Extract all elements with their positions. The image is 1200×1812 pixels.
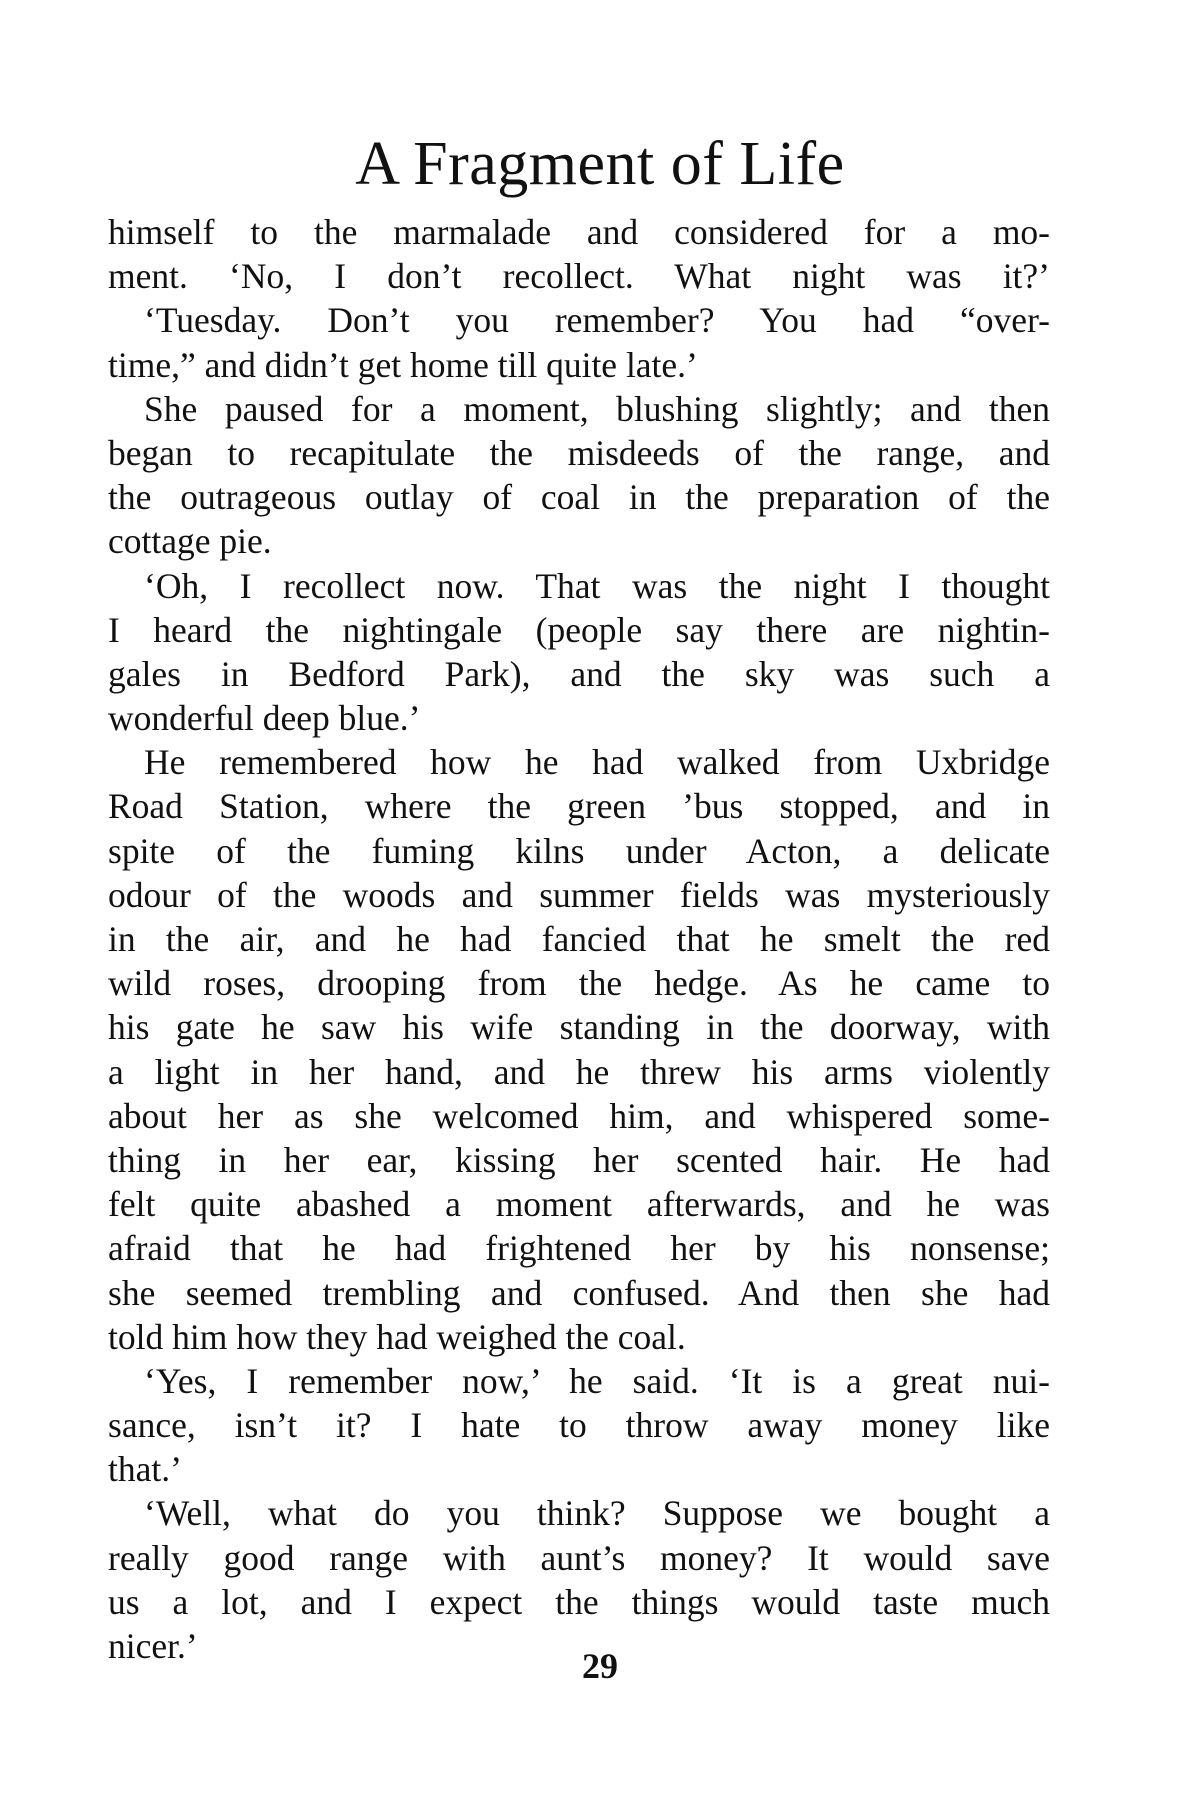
text-line: wonderful deep blue.’ [108, 698, 421, 739]
text-line: ‘Yes, I remember now,’ he said. ‘It is a great nui- [144, 1360, 1050, 1401]
text-line: I heard the nightingale (people say there are nightin- [108, 609, 1050, 650]
text-line: himself to the marmalade and considered for a mo- [108, 212, 1050, 252]
text-line: us a lot, and I expect the things would taste much [108, 1581, 1050, 1622]
text-line: odour of the woods and summer fields was mysteriously [108, 874, 1050, 915]
text-line: the outrageous outlay of coal in the preparation of the [108, 477, 1050, 518]
text-line: told him how they had weighed the coal. [108, 1316, 686, 1357]
text-line: gales in Bedford Park), and the sky was such a [108, 653, 1050, 694]
text-line: his gate he saw his wife standing in the doorway, with [108, 1007, 1050, 1048]
text-line: a light in her hand, and he threw his arms violently [108, 1051, 1050, 1092]
text-line: time,” and didn’t get home till quite late.’ [108, 344, 698, 385]
text-line: spite of the fuming kilns under Acton, a delicate [108, 830, 1050, 871]
text-line: He remembered how he had walked from Uxbridge [144, 742, 1050, 783]
text-line: She paused for a moment, blushing slightly; and then [144, 388, 1050, 429]
running-title: A Fragment of Life [355, 130, 845, 198]
text-line: ment. ‘No, I don’t recollect. What night was it?’ [108, 256, 1050, 297]
text-line: Road Station, where the green ’bus stopped, and in [108, 786, 1050, 827]
text-line: thing in her ear, kissing her scented hair. He had [108, 1139, 1050, 1180]
text-line: really good range with aunt’s money? It would save [108, 1537, 1050, 1578]
text-line: that.’ [108, 1449, 182, 1490]
text-line: cottage pie. [108, 521, 272, 562]
text-line: nicer.’ [108, 1626, 198, 1666]
text-line: ‘Tuesday. Don’t you remember? You had “over- [144, 300, 1050, 341]
text-line: ‘Oh, I recollect now. That was the night I thought [144, 565, 1050, 606]
text-line: began to recapitulate the misdeeds of the range, and [108, 432, 1050, 473]
text-line: afraid that he had frightened her by his nonsense; [108, 1228, 1050, 1269]
page-number: 29 [582, 1646, 618, 1686]
text-line: she seemed trembling and confused. And then she had [108, 1272, 1050, 1313]
body-text [108, 210, 1050, 1668]
text-line: ‘Well, what do you think? Suppose we bought a [144, 1493, 1050, 1534]
text-line: felt quite abashed a moment afterwards, and he was [108, 1184, 1050, 1225]
text-line: wild roses, drooping from the hedge. As he came to [108, 963, 1050, 1004]
text-line: about her as she welcomed him, and whispered some- [108, 1095, 1050, 1136]
text-line: sance, isn’t it? I hate to throw away money like [108, 1405, 1050, 1446]
text-line: in the air, and he had fancied that he smelt the red [108, 919, 1050, 959]
